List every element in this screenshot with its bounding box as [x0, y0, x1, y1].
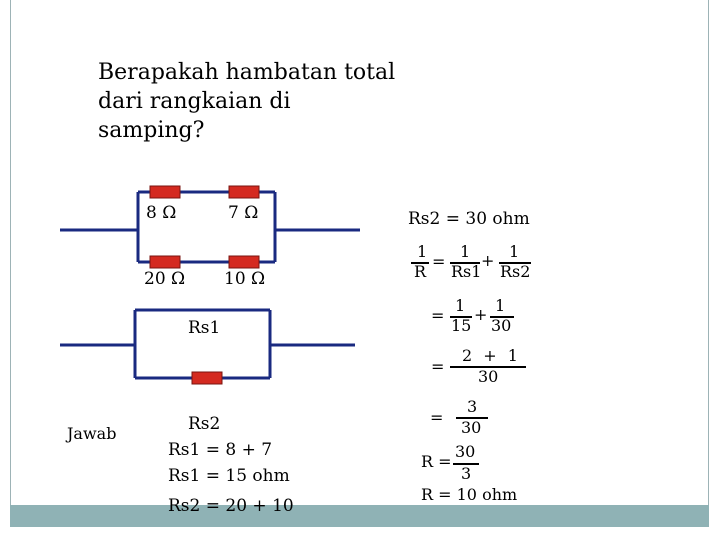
resistor-label-8: 8 Ω — [146, 203, 177, 223]
f1-den-right: Rs2 — [500, 262, 531, 281]
f5-num: 30 — [455, 442, 476, 461]
resistor-rs2 — [192, 372, 222, 384]
f1-num-mid: 1 — [460, 242, 471, 261]
f2-den-right: 30 — [491, 316, 512, 335]
f1-den-mid: Rs1 — [451, 262, 482, 281]
f4-equals: = — [430, 408, 444, 427]
solution-line-3: Rs2 = 20 + 10 — [168, 496, 294, 516]
f1-num-right: 1 — [509, 242, 520, 261]
resistor-label-10: 10 Ω — [224, 269, 266, 289]
resistor-10-ohm — [229, 256, 259, 268]
f1-den-left: R — [414, 262, 427, 281]
rs1-label: Rs1 — [188, 318, 221, 338]
question-text: Berapakah hambatan total dari rangkaian di samping? — [98, 60, 396, 143]
f3-equals: = — [431, 357, 445, 376]
final-answer: R = 10 ohm — [421, 485, 518, 504]
f3-num: 2 + 1 — [462, 346, 518, 365]
solution-line-1: Rs1 = 8 + 7 — [168, 440, 273, 460]
f1-num-left: 1 — [417, 242, 428, 261]
resistor-label-20: 20 Ω — [144, 269, 186, 289]
resistor-8-ohm — [150, 186, 180, 198]
rs2-label: Rs2 — [188, 414, 221, 434]
f1-plus: + — [481, 251, 495, 270]
solution-line-2: Rs1 = 15 ohm — [168, 466, 290, 486]
resistor-20-ohm — [150, 256, 180, 268]
f5-den: 3 — [461, 464, 472, 483]
f3-den: 30 — [478, 367, 499, 386]
f2-plus: + — [474, 305, 488, 324]
resistor-7-ohm — [229, 186, 259, 198]
f4-num: 3 — [467, 397, 478, 416]
f1-equals: = — [432, 252, 446, 271]
f2-den-mid: 15 — [451, 316, 472, 335]
f2-equals: = — [431, 306, 445, 325]
rs2-result: Rs2 = 30 ohm — [408, 209, 530, 229]
f4-den: 30 — [461, 418, 482, 437]
f2-num-right: 1 — [495, 296, 506, 315]
resistor-label-7: 7 Ω — [228, 203, 259, 223]
f2-num-mid: 1 — [455, 296, 466, 315]
jawab-label: Jawab — [67, 424, 117, 443]
f5-lhs: R = — [421, 452, 452, 471]
